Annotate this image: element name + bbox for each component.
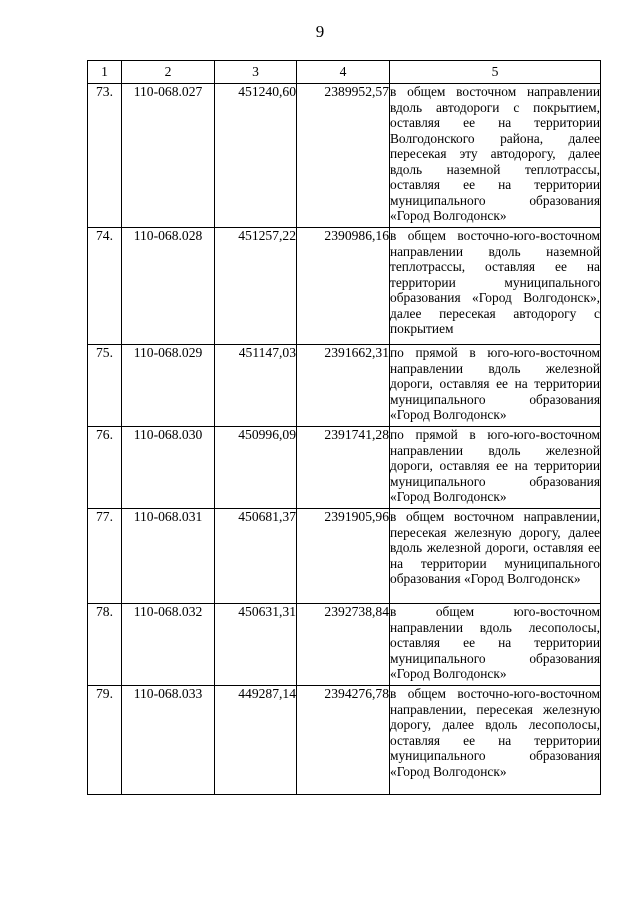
point-code: 110-068.029 [122, 345, 215, 427]
boundary-description: по прямой в юго-юго-восточном направлении вдоль железной дороги, оставляя ее на территории муниципального образования «Город Волгодонск» [390, 427, 601, 509]
coordinate-y: 2390986,16 [297, 228, 390, 345]
row-number: 73. [88, 84, 122, 228]
point-code: 110-068.028 [122, 228, 215, 345]
coordinate-y: 2389952,57 [297, 84, 390, 228]
coordinate-x: 450631,31 [215, 604, 297, 686]
boundary-points-table [87, 60, 601, 795]
coordinate-x: 449287,14 [215, 686, 297, 795]
coordinate-y: 2391741,28 [297, 427, 390, 509]
row-number: 74. [88, 228, 122, 345]
coordinate-x: 450996,09 [215, 427, 297, 509]
column-header-2: 2 [122, 61, 215, 84]
table-header [88, 61, 601, 84]
table-row [88, 604, 601, 686]
coordinate-x: 451240,60 [215, 84, 297, 228]
coordinate-x: 451147,03 [215, 345, 297, 427]
table-row [88, 228, 601, 345]
row-number: 79. [88, 686, 122, 795]
boundary-description: в общем юго-восточном направлении вдоль лесополосы, оставляя ее на территории муниципального образования «Город Волгодонск» [390, 604, 601, 686]
table-row [88, 686, 601, 795]
boundary-description: в общем восточно-юго-восточном направлении вдоль наземной теплотрассы, оставляя ее на территории муниципального образования «Город Волгодонск», далее пересекая автодорогу с покрытием [390, 228, 601, 345]
row-number: 75. [88, 345, 122, 427]
coordinate-y: 2394276,78 [297, 686, 390, 795]
coordinate-y: 2391662,31 [297, 345, 390, 427]
column-header-4: 4 [297, 61, 390, 84]
boundary-description: в общем восточно-юго-восточном направлении, пересекая железную дорогу, далее вдоль лесополосы, оставляя ее на территории муниципального образования «Город Волгодонск» [390, 686, 601, 795]
row-number: 77. [88, 509, 122, 604]
table-row [88, 345, 601, 427]
row-number: 76. [88, 427, 122, 509]
point-code: 110-068.030 [122, 427, 215, 509]
coordinate-x: 451257,22 [215, 228, 297, 345]
column-header-5: 5 [390, 61, 601, 84]
page-number: 9 [315, 22, 325, 41]
boundary-description: в общем восточном направлении вдоль автодороги с покрытием, оставляя ее на территории Волгодонского района, далее пересекая эту автодорогу, далее вдоль наземной теплотрассы, оставляя ее на территории муниципального образования «Город Волгодонск» [390, 84, 601, 228]
table-row [88, 509, 601, 604]
column-header-3: 3 [215, 61, 297, 84]
point-code: 110-068.032 [122, 604, 215, 686]
coordinate-y: 2392738,84 [297, 604, 390, 686]
boundary-description: в общем восточном направлении, пересекая железную дорогу, далее вдоль железной дороги, оставляя ее на территории муниципального образования «Город Волгодонск» [390, 509, 601, 604]
point-code: 110-068.031 [122, 509, 215, 604]
table-row [88, 84, 601, 228]
table-row [88, 427, 601, 509]
row-number: 78. [88, 604, 122, 686]
coordinate-x: 450681,37 [215, 509, 297, 604]
table-body [88, 84, 601, 795]
point-code: 110-068.033 [122, 686, 215, 795]
header-row [88, 61, 601, 84]
column-header-1: 1 [88, 61, 122, 84]
boundary-description: по прямой в юго-юго-восточном направлении вдоль железной дороги, оставляя ее на территории муниципального образования «Город Волгодонск» [390, 345, 601, 427]
coordinate-y: 2391905,96 [297, 509, 390, 604]
point-code: 110-068.027 [122, 84, 215, 228]
